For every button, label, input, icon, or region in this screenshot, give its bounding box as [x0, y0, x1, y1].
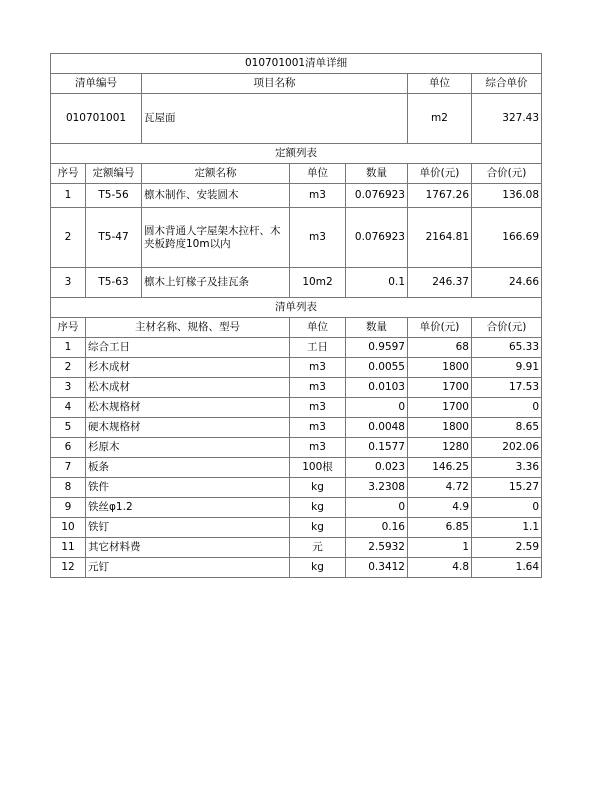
quota-row	[51, 184, 542, 208]
material-price: 6.85	[408, 518, 472, 538]
material-total: 8.65	[472, 418, 542, 438]
material-row	[51, 518, 542, 538]
material-name: 松木规格材	[86, 398, 290, 418]
quota-section-title: 定额列表	[51, 144, 542, 164]
material-price: 1700	[408, 398, 472, 418]
quota-total: 166.69	[472, 208, 542, 268]
quota-header-code: 定额编号	[86, 164, 142, 184]
material-no: 12	[51, 558, 86, 578]
quota-name: 圆木背通人字屋架木拉杆、木夹板跨度10m以内	[142, 208, 290, 268]
material-no: 6	[51, 438, 86, 458]
title-row	[51, 54, 542, 74]
material-name: 综合工日	[86, 338, 290, 358]
material-name: 铁件	[86, 478, 290, 498]
header-price: 综合单价	[472, 74, 542, 94]
material-unit: m3	[290, 438, 346, 458]
quota-header-unit: 单位	[290, 164, 346, 184]
material-header-no: 序号	[51, 318, 86, 338]
quota-header-total: 合价(元)	[472, 164, 542, 184]
material-qty: 0.16	[346, 518, 408, 538]
quota-qty: 0.076923	[346, 208, 408, 268]
material-header-row	[51, 318, 542, 338]
material-qty: 0.3412	[346, 558, 408, 578]
material-section-title: 清单列表	[51, 298, 542, 318]
material-unit: m3	[290, 378, 346, 398]
material-row	[51, 538, 542, 558]
quota-header-row	[51, 164, 542, 184]
material-no: 8	[51, 478, 86, 498]
page-title: 010701001清单详细	[51, 54, 542, 74]
material-qty: 0.0055	[346, 358, 408, 378]
material-row	[51, 438, 542, 458]
material-no: 9	[51, 498, 86, 518]
material-total: 0	[472, 398, 542, 418]
material-total: 2.59	[472, 538, 542, 558]
material-name: 松木成材	[86, 378, 290, 398]
quota-price: 246.37	[408, 268, 472, 298]
item-code: 010701001	[51, 94, 142, 144]
quota-section-title-row	[51, 144, 542, 164]
material-name: 杉原木	[86, 438, 290, 458]
material-unit: kg	[290, 478, 346, 498]
material-price: 1280	[408, 438, 472, 458]
material-unit: m3	[290, 418, 346, 438]
material-unit: m3	[290, 358, 346, 378]
quota-header-price: 单价(元)	[408, 164, 472, 184]
material-no: 7	[51, 458, 86, 478]
item-header-row	[51, 74, 542, 94]
material-row	[51, 558, 542, 578]
item-price: 327.43	[472, 94, 542, 144]
header-code: 清单编号	[51, 74, 142, 94]
material-qty: 0.0048	[346, 418, 408, 438]
item-row	[51, 94, 542, 144]
material-no: 11	[51, 538, 86, 558]
quota-price: 1767.26	[408, 184, 472, 208]
material-no: 10	[51, 518, 86, 538]
material-unit: m3	[290, 398, 346, 418]
quota-no: 3	[51, 268, 86, 298]
material-row	[51, 418, 542, 438]
item-name: 瓦屋面	[142, 94, 408, 144]
material-name: 元钉	[86, 558, 290, 578]
material-qty: 0.023	[346, 458, 408, 478]
quota-no: 1	[51, 184, 86, 208]
bill-detail-table	[50, 53, 542, 578]
material-qty: 0	[346, 498, 408, 518]
material-unit: 元	[290, 538, 346, 558]
material-total: 15.27	[472, 478, 542, 498]
material-no: 3	[51, 378, 86, 398]
material-section-title-row	[51, 298, 542, 318]
material-row	[51, 498, 542, 518]
material-header-unit: 单位	[290, 318, 346, 338]
quota-header-name: 定额名称	[142, 164, 290, 184]
material-total: 202.06	[472, 438, 542, 458]
material-name: 杉木成材	[86, 358, 290, 378]
material-name: 铁钉	[86, 518, 290, 538]
material-row	[51, 478, 542, 498]
material-no: 2	[51, 358, 86, 378]
material-price: 1800	[408, 418, 472, 438]
quota-code: T5-63	[86, 268, 142, 298]
material-qty: 3.2308	[346, 478, 408, 498]
material-price: 1700	[408, 378, 472, 398]
quota-total: 24.66	[472, 268, 542, 298]
quota-code: T5-56	[86, 184, 142, 208]
material-unit: 100根	[290, 458, 346, 478]
material-total: 0	[472, 498, 542, 518]
header-name: 项目名称	[142, 74, 408, 94]
material-price: 68	[408, 338, 472, 358]
material-total: 3.36	[472, 458, 542, 478]
material-unit: kg	[290, 518, 346, 538]
quota-no: 2	[51, 208, 86, 268]
material-price: 4.8	[408, 558, 472, 578]
quota-code: T5-47	[86, 208, 142, 268]
material-header-total: 合价(元)	[472, 318, 542, 338]
material-total: 9.91	[472, 358, 542, 378]
material-unit: kg	[290, 498, 346, 518]
item-unit: m2	[408, 94, 472, 144]
material-price: 1800	[408, 358, 472, 378]
quota-price: 2164.81	[408, 208, 472, 268]
quota-row	[51, 208, 542, 268]
material-unit: kg	[290, 558, 346, 578]
material-row	[51, 398, 542, 418]
material-qty: 0	[346, 398, 408, 418]
quota-header-no: 序号	[51, 164, 86, 184]
material-total: 1.1	[472, 518, 542, 538]
material-qty: 2.5932	[346, 538, 408, 558]
quota-unit: m3	[290, 208, 346, 268]
material-no: 5	[51, 418, 86, 438]
material-qty: 0.0103	[346, 378, 408, 398]
material-total: 65.33	[472, 338, 542, 358]
quota-header-qty: 数量	[346, 164, 408, 184]
material-name: 板条	[86, 458, 290, 478]
material-header-qty: 数量	[346, 318, 408, 338]
material-no: 4	[51, 398, 86, 418]
quota-qty: 0.076923	[346, 184, 408, 208]
quota-name: 檩木制作、安装圆木	[142, 184, 290, 208]
material-row	[51, 358, 542, 378]
material-qty: 0.9597	[346, 338, 408, 358]
material-price: 4.9	[408, 498, 472, 518]
material-header-name: 主材名称、规格、型号	[86, 318, 290, 338]
material-name: 铁丝φ1.2	[86, 498, 290, 518]
material-price: 1	[408, 538, 472, 558]
material-unit: 工日	[290, 338, 346, 358]
quota-row	[51, 268, 542, 298]
material-qty: 0.1577	[346, 438, 408, 458]
quota-unit: m3	[290, 184, 346, 208]
material-price: 146.25	[408, 458, 472, 478]
quota-qty: 0.1	[346, 268, 408, 298]
quota-name: 檩木上钉椽子及挂瓦条	[142, 268, 290, 298]
material-name: 硬木规格材	[86, 418, 290, 438]
material-price: 4.72	[408, 478, 472, 498]
material-total: 17.53	[472, 378, 542, 398]
material-total: 1.64	[472, 558, 542, 578]
header-unit: 单位	[408, 74, 472, 94]
material-row	[51, 458, 542, 478]
material-row	[51, 338, 542, 358]
material-name: 其它材料费	[86, 538, 290, 558]
material-header-price: 单价(元)	[408, 318, 472, 338]
material-row	[51, 378, 542, 398]
quota-total: 136.08	[472, 184, 542, 208]
material-no: 1	[51, 338, 86, 358]
quota-unit: 10m2	[290, 268, 346, 298]
